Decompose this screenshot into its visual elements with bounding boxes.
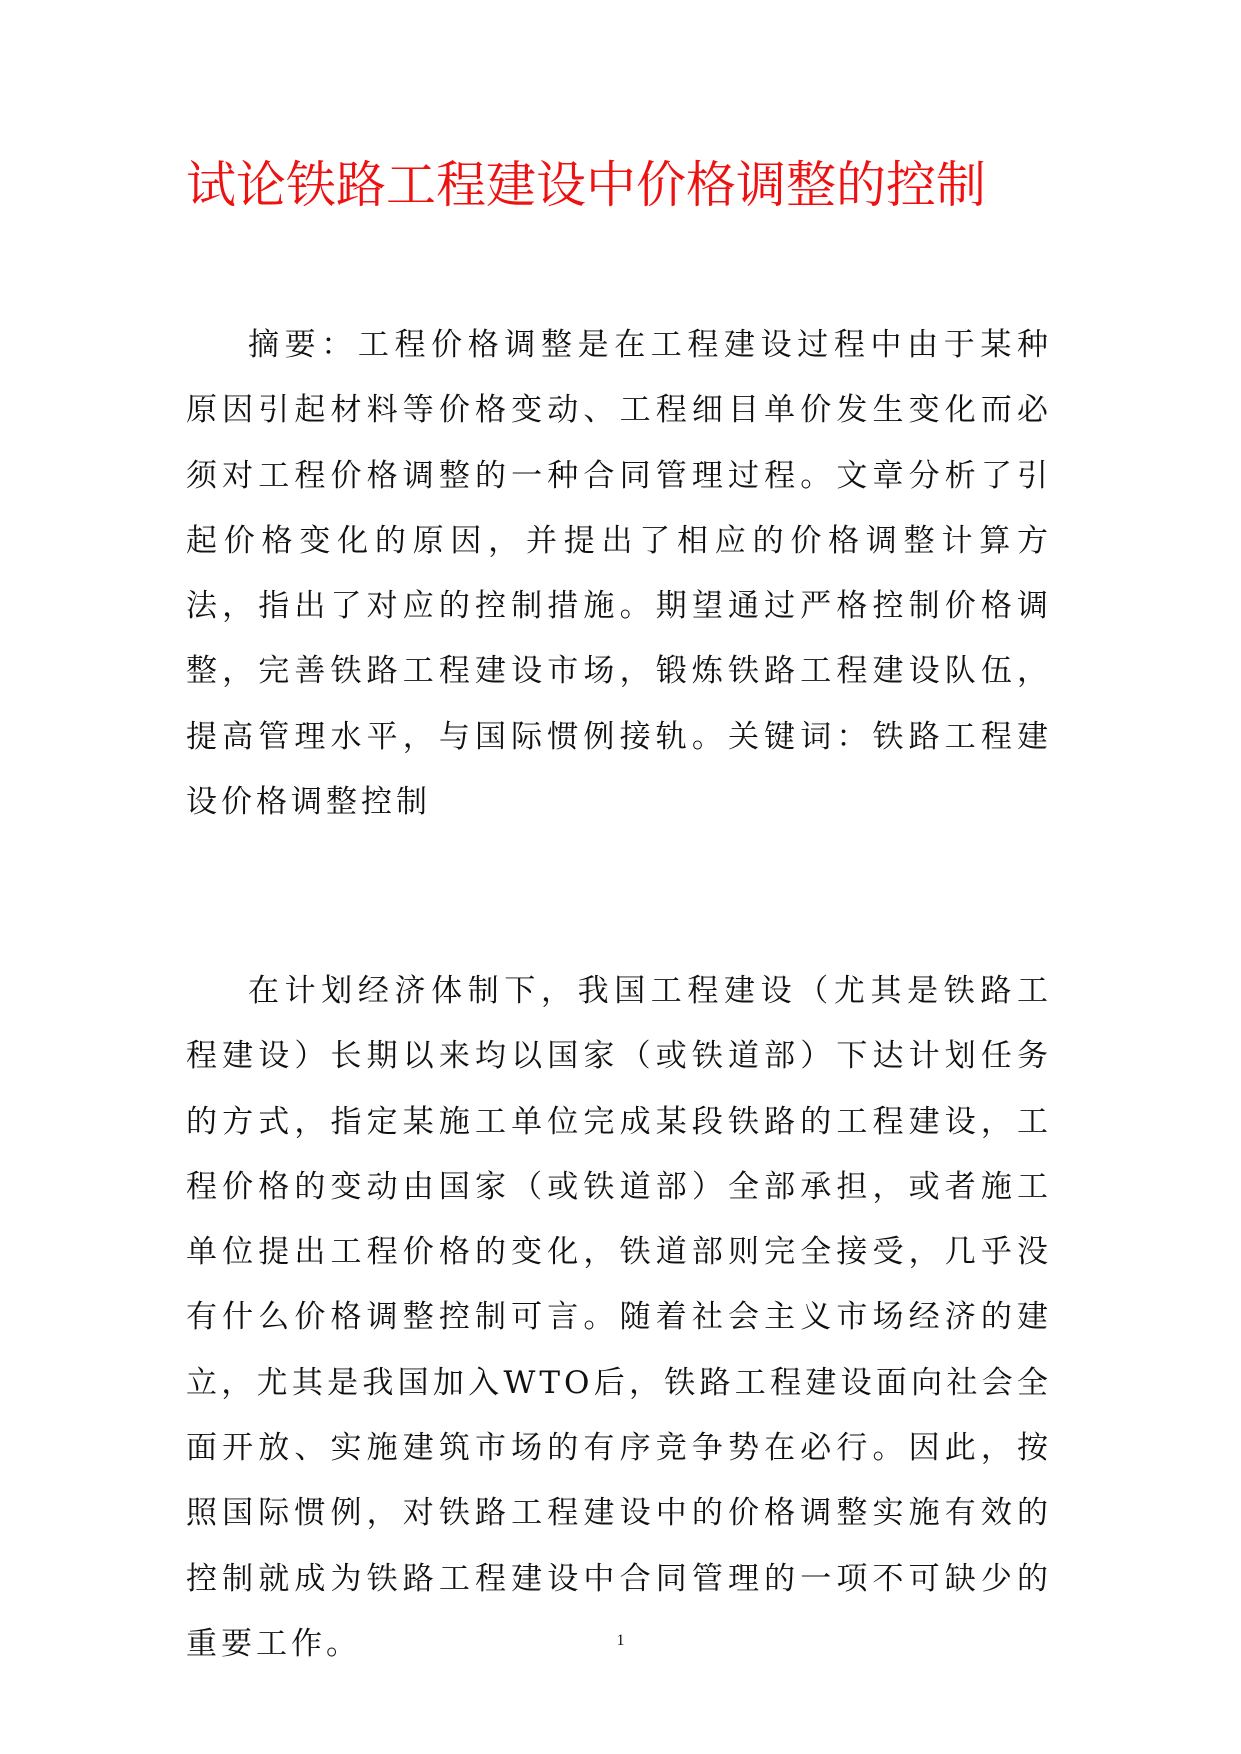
abstract-paragraph: 摘要：工程价格调整是在工程建设过程中由于某种原因引起材料等价格变动、工程细目单价发生变化而必须对工程价格调整的一种合同管理过程。文章分析了引起价格变化的原因，并提出了相应的价格调整计算方法，指出了对应的控制措施。期望通过严格控制价格调整，完善铁路工程建设市场，锻炼铁路工程建设队伍，提高管理水平，与国际惯例接轨。关键词：铁路工程建设价格调整控制 [186,327,1052,821]
body-paragraph: 在计划经济体制下，我国工程建设（尤其是铁路工程建设）长期以来均以国家（或铁道部）下达计划任务的方式，指定某施工单位完成某段铁路的工程建设，工程价格的变动由国家（或铁道部）全部承担，或者施工单位提出工程价格的变化，铁道部则完全接受，几乎没有什么价格调整控制可言。随着社会主义市场经济的建立，尤其是我国加入WTO后，铁路工程建设面向社会全面开放、实施建筑市场的有序竞争势在必行。因此，按照国际惯例，对铁路工程建设中的价格调整实施有效的控制就成为铁路工程建设中合同管理的一项不可缺少的重要工作。 [186,973,1052,1662]
page-number: 1 [616,1632,625,1649]
document-title: 试论铁路工程建设中价格调整的控制 [186,156,986,214]
